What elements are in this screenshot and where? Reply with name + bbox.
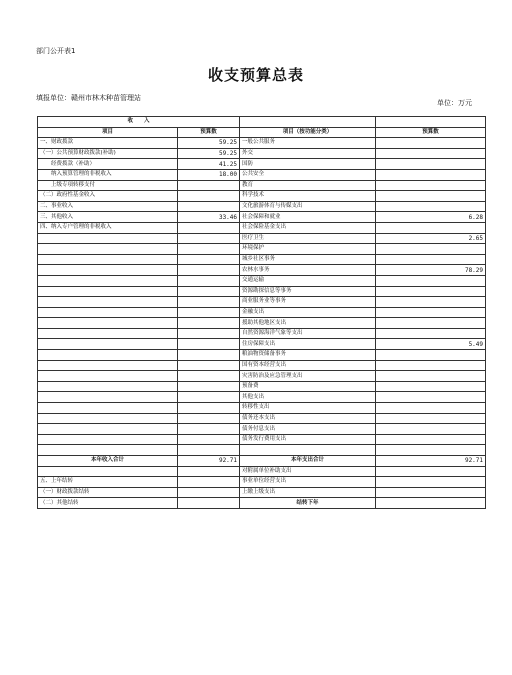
income-amount-cell: [178, 254, 240, 265]
income-amount-cell: [178, 180, 240, 191]
expense-amount-cell: 6.28: [376, 212, 486, 223]
income-item-cell: [38, 434, 178, 445]
income-amount-cell: [178, 233, 240, 244]
income-item-cell: 五、上年结转: [38, 477, 178, 488]
income-total-amount: 92.71: [178, 456, 240, 467]
income-item-cell: [38, 286, 178, 297]
income-item-cell: [38, 328, 178, 339]
income-total-label: 本年收入合计: [38, 456, 178, 467]
income-amount-cell: [178, 318, 240, 329]
table-row: [38, 381, 486, 392]
expense-item-cell: 环境保护: [240, 244, 376, 255]
expense-amount-cell: [376, 244, 486, 255]
expense-item-cell: 农林水事务: [240, 265, 376, 276]
expense-item-cell: 教育: [240, 180, 376, 191]
expense-amount-cell: [376, 201, 486, 212]
income-amount-cell: [178, 360, 240, 371]
expense-amount-cell: [376, 424, 486, 435]
expense-amount-cell: [376, 222, 486, 233]
income-amount-cell: [178, 381, 240, 392]
expense-item-cell: 事业单位经营支出: [240, 477, 376, 488]
expense-item-cell: 文化旅游体育与传媒支出: [240, 201, 376, 212]
income-amount-cell: [178, 434, 240, 445]
income-item-cell: [38, 371, 178, 382]
expense-item-cell: 自然资源海洋气象等支出: [240, 328, 376, 339]
income-amount-cell: [178, 244, 240, 255]
page-title: 收支预算总表: [207, 66, 304, 84]
table-row: [38, 413, 486, 424]
table-row: [38, 297, 486, 308]
income-amount-cell: 33.46: [178, 212, 240, 223]
income-amount-cell: [178, 297, 240, 308]
expense-amount-cell: [376, 403, 486, 414]
table-row: [38, 371, 486, 382]
income-item-cell: 二、事业收入: [38, 201, 178, 212]
expense-amount-cell: [376, 477, 486, 488]
table-row: [38, 318, 486, 329]
table-row: [38, 222, 486, 233]
expense-item-cell: 上缴上级支出: [240, 487, 376, 498]
table-row: [38, 212, 486, 223]
expense-amount-cell: [376, 191, 486, 202]
income-item-cell: [38, 424, 178, 435]
expense-amount-cell: [376, 328, 486, 339]
income-amount-header: 预算数: [178, 127, 240, 138]
income-amount-cell: 59.25: [178, 138, 240, 149]
expense-item-cell: 债务付息支出: [240, 424, 376, 435]
expense-amount-cell: [376, 360, 486, 371]
expense-amount-cell: [376, 169, 486, 180]
expense-total-label: 本年支出合计: [240, 456, 376, 467]
expense-amount-cell: [376, 254, 486, 265]
expense-amount-cell: [376, 392, 486, 403]
income-item-cell: 纳入预算管理的非税收入: [38, 169, 178, 180]
income-item-cell: [38, 466, 178, 477]
table-row: [38, 307, 486, 318]
expense-item-cell: 粮油物资储备事务: [240, 350, 376, 361]
expense-amount-cell: [376, 487, 486, 498]
income-item-cell: [38, 392, 178, 403]
table-row: [38, 424, 486, 435]
table-row: [38, 328, 486, 339]
header-blank: [240, 117, 376, 128]
expense-item-cell: 对附属单位补助支出: [240, 466, 376, 477]
income-item-cell: [38, 413, 178, 424]
income-amount-cell: [178, 413, 240, 424]
expense-item-cell: 国防: [240, 159, 376, 170]
expense-amount-cell: [376, 307, 486, 318]
expense-item-cell: 公共安全: [240, 169, 376, 180]
expense-item-cell: 援助其他地区支出: [240, 318, 376, 329]
income-amount-cell: [178, 339, 240, 350]
income-amount-cell: [178, 191, 240, 202]
income-amount-cell: [178, 445, 240, 456]
expense-amount-cell: 78.29: [376, 265, 486, 276]
income-amount-cell: [178, 275, 240, 286]
table-row: [38, 201, 486, 212]
income-amount-cell: [178, 350, 240, 361]
expense-item-cell: [240, 445, 376, 456]
income-item-cell: [38, 318, 178, 329]
income-amount-cell: [178, 498, 240, 509]
income-item-cell: [38, 350, 178, 361]
income-amount-cell: 18.00: [178, 169, 240, 180]
expense-amount-cell: [376, 466, 486, 477]
income-item-cell: [38, 307, 178, 318]
table-row: [38, 244, 486, 255]
expense-item-cell: 城乡社区事务: [240, 254, 376, 265]
table-row: [38, 138, 486, 149]
expense-item-cell: 交通运输: [240, 275, 376, 286]
table-row: [38, 191, 486, 202]
income-amount-cell: [178, 424, 240, 435]
expense-amount-cell: [376, 297, 486, 308]
table-row: [38, 169, 486, 180]
expense-amount-cell: [376, 413, 486, 424]
table-row: [38, 275, 486, 286]
header-blank: [376, 117, 486, 128]
expense-amount-cell: [376, 138, 486, 149]
form-number: 部门公开表1: [36, 47, 76, 55]
income-amount-cell: [178, 466, 240, 477]
table-row: [38, 392, 486, 403]
income-item-cell: [38, 339, 178, 350]
income-item-cell: [38, 403, 178, 414]
table-row: [38, 159, 486, 170]
currency-unit: 单位：万元: [437, 99, 472, 107]
income-amount-cell: 59.25: [178, 148, 240, 159]
expense-item-header: 项目（按功能分类）: [240, 127, 376, 138]
expense-item-cell: 结转下年: [240, 498, 376, 509]
income-item-cell: 上级专项转移支付: [38, 180, 178, 191]
income-amount-cell: [178, 201, 240, 212]
table-row: [38, 286, 486, 297]
table-row: [38, 445, 486, 456]
expense-item-cell: 金融支出: [240, 307, 376, 318]
expense-amount-cell: [376, 445, 486, 456]
expense-item-cell: 债务还本支出: [240, 413, 376, 424]
table-row: [38, 466, 486, 477]
income-item-cell: [38, 244, 178, 255]
table-header-group: [38, 117, 486, 128]
reporting-unit: 填报单位：赣州市林木种苗管理站: [36, 94, 141, 102]
expense-item-cell: 转移性支出: [240, 403, 376, 414]
table-row: [38, 360, 486, 371]
income-amount-cell: [178, 328, 240, 339]
expense-amount-cell: [376, 498, 486, 509]
income-amount-cell: [178, 265, 240, 276]
income-amount-cell: [178, 487, 240, 498]
expense-item-cell: 医疗卫生: [240, 233, 376, 244]
table-row: [38, 350, 486, 361]
expense-item-cell: 资源勘探信息等事务: [240, 286, 376, 297]
income-item-cell: （二）其他结转: [38, 498, 178, 509]
income-item-cell: [38, 381, 178, 392]
table-row: [38, 148, 486, 159]
expense-item-cell: 社会保障和就业: [240, 212, 376, 223]
expense-amount-cell: 2.65: [376, 233, 486, 244]
expense-item-cell: 商业服务业等事务: [240, 297, 376, 308]
income-amount-cell: [178, 286, 240, 297]
table-row: [38, 265, 486, 276]
expense-item-cell: 一般公共服务: [240, 138, 376, 149]
expense-amount-cell: [376, 180, 486, 191]
table-header-row: [38, 127, 486, 138]
income-item-cell: （一）公共预算财政拨款(补助): [38, 148, 178, 159]
expense-amount-cell: [376, 286, 486, 297]
income-amount-cell: 41.25: [178, 159, 240, 170]
expense-item-cell: 灾害防治及应急管理支出: [240, 371, 376, 382]
income-amount-cell: [178, 371, 240, 382]
expense-amount-cell: [376, 275, 486, 286]
expense-amount-cell: [376, 381, 486, 392]
income-item-cell: 一、财政拨款: [38, 138, 178, 149]
expense-amount-cell: 5.49: [376, 339, 486, 350]
table-row: [38, 487, 486, 498]
table-row: [38, 180, 486, 191]
expense-amount-cell: [376, 434, 486, 445]
income-item-cell: [38, 360, 178, 371]
table-row: [38, 498, 486, 509]
budget-table: [37, 116, 486, 509]
table-row: [38, 403, 486, 414]
income-item-cell: （一）财政拨款结转: [38, 487, 178, 498]
income-item-cell: [38, 275, 178, 286]
expense-item-cell: 社会保险基金支出: [240, 222, 376, 233]
expense-amount-cell: [376, 350, 486, 361]
expense-item-cell: 外交: [240, 148, 376, 159]
income-amount-cell: [178, 392, 240, 403]
income-item-cell: [38, 254, 178, 265]
income-item-cell: [38, 265, 178, 276]
income-item-cell: 经费拨款（补助）: [38, 159, 178, 170]
income-item-cell: 三、其他收入: [38, 212, 178, 223]
expense-amount-cell: [376, 148, 486, 159]
table-row: [38, 434, 486, 445]
expense-item-cell: 预备费: [240, 381, 376, 392]
expense-amount-cell: [376, 318, 486, 329]
table-row: [38, 233, 486, 244]
expense-amount-header: 预算数: [376, 127, 486, 138]
totals-row: [38, 456, 486, 467]
income-amount-cell: [178, 307, 240, 318]
expense-amount-cell: [376, 371, 486, 382]
table-row: [38, 254, 486, 265]
expense-item-cell: 债务发行费用支出: [240, 434, 376, 445]
income-group-header: 收 入: [38, 117, 240, 128]
expense-total-amount: 92.71: [376, 456, 486, 467]
expense-item-cell: 国有资本经营支出: [240, 360, 376, 371]
table-row: [38, 477, 486, 488]
expense-item-cell: 住房保障支出: [240, 339, 376, 350]
table-row: [38, 339, 486, 350]
income-item-cell: [38, 297, 178, 308]
expense-item-cell: 科学技术: [240, 191, 376, 202]
income-item-cell: [38, 233, 178, 244]
expense-item-cell: 其他支出: [240, 392, 376, 403]
income-amount-cell: [178, 477, 240, 488]
income-item-cell: [38, 445, 178, 456]
income-item-cell: 四、纳入专户管理的非税收入: [38, 222, 178, 233]
expense-amount-cell: [376, 159, 486, 170]
income-amount-cell: [178, 403, 240, 414]
income-item-cell: （二）政府性基金收入: [38, 191, 178, 202]
income-amount-cell: [178, 222, 240, 233]
income-item-header: 项目: [38, 127, 178, 138]
